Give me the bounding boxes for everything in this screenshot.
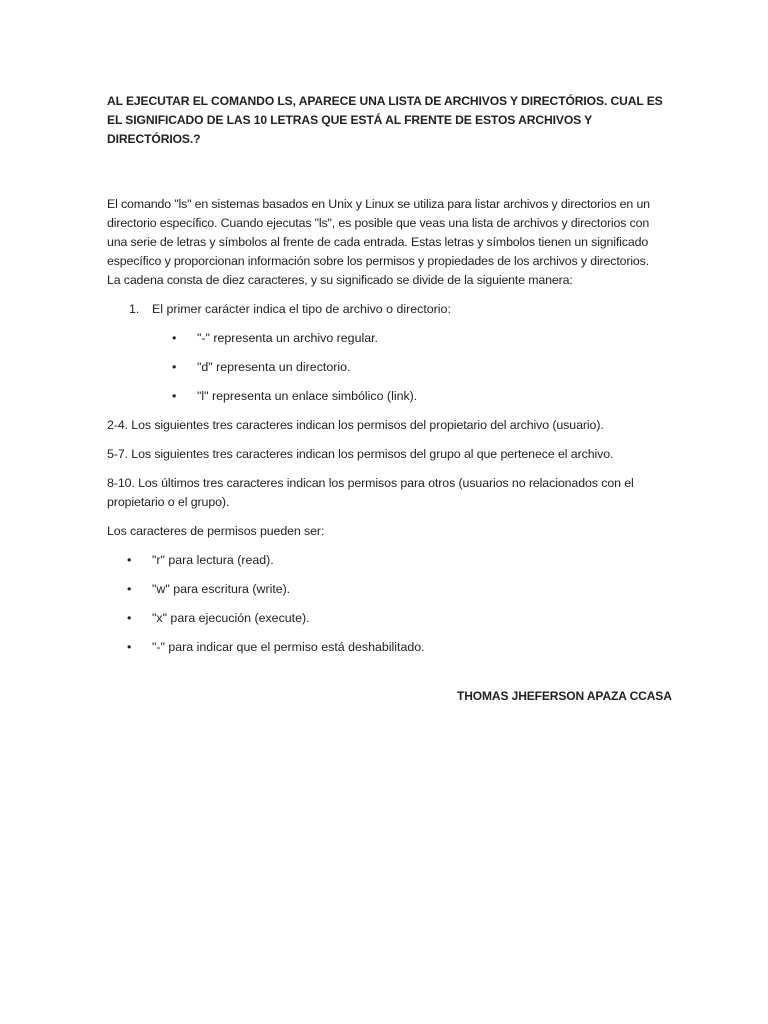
bullet-icon: • (127, 611, 132, 625)
list-item (107, 551, 663, 570)
list-item (107, 609, 663, 628)
list-number: 1. (129, 302, 140, 316)
list-item-text: "w" para escritura (write). (152, 582, 291, 596)
list-item (152, 329, 663, 348)
list-item (152, 358, 663, 377)
list-item-text: "-" para indicar que el permiso está deshabilitado. (152, 640, 425, 654)
bullet-icon: • (172, 331, 177, 345)
bullet-icon: • (127, 640, 132, 654)
list-item-text: "r" para lectura (read). (152, 553, 274, 567)
bullet-icon: • (172, 360, 177, 374)
list-item-text: "x" para ejecución (execute). (152, 611, 310, 625)
numbered-item-1 (107, 300, 663, 406)
numbered-list (107, 300, 663, 406)
list-item (107, 580, 663, 599)
intro-paragraph: El comando "ls" en sistemas basados en Unix y Linux se utiliza para listar archivos y directorios en un directorio específico. Cuando ejecutas "ls", es posible que veas una lista de archivos y directorios con una serie de letras y símbolos al frente de cada entrada. Estas letras y símbolos tienen un significado específico y proporcionan información sobre los permisos y propiedades de los archivos y directorios. La cadena consta de diez caracteres, y su significado se divide de la siguiente manera: (107, 197, 650, 287)
document-body (107, 92, 663, 667)
list-item-text: "l" representa un enlace simbólico (link). (197, 389, 418, 403)
bullet-icon: • (127, 553, 132, 567)
paragraph-owner-permissions: 2-4. Los siguientes tres caracteres indican los permisos del propietario del archivo (usuario). (107, 418, 604, 432)
list-item-text: "-" representa un archivo regular. (197, 331, 378, 345)
author-signature: THOMAS JHEFERSON APAZA CCASA (457, 689, 672, 703)
paragraph-group-permissions: 5-7. Los siguientes tres caracteres indican los permisos del grupo al que pertenece el archivo. (107, 447, 614, 461)
file-type-list (152, 329, 663, 406)
list-item (152, 387, 663, 406)
paragraph-other-permissions: 8-10. Los últimos tres caracteres indican los permisos para otros (usuarios no relacionados con el propietario o el grupo). (107, 476, 634, 509)
list-item-text: "d" representa un directorio. (197, 360, 351, 374)
document-title: AL EJECUTAR EL COMANDO LS, APARECE UNA LISTA DE ARCHIVOS Y DIRECTÓRIOS. CUAL ES EL SIGNIFICADO DE LAS 10 LETRAS QUE ESTÁ AL FRENTE DE ESTOS ARCHIVOS Y DIRECTÓRIOS.? (107, 94, 663, 146)
paragraph-permission-chars: Los caracteres de permisos pueden ser: (107, 524, 325, 538)
list-item (107, 638, 663, 657)
permission-list (107, 551, 663, 657)
bullet-icon: • (172, 389, 177, 403)
bullet-icon: • (127, 582, 132, 596)
numbered-item-text: El primer carácter indica el tipo de archivo o directorio: (152, 302, 451, 316)
